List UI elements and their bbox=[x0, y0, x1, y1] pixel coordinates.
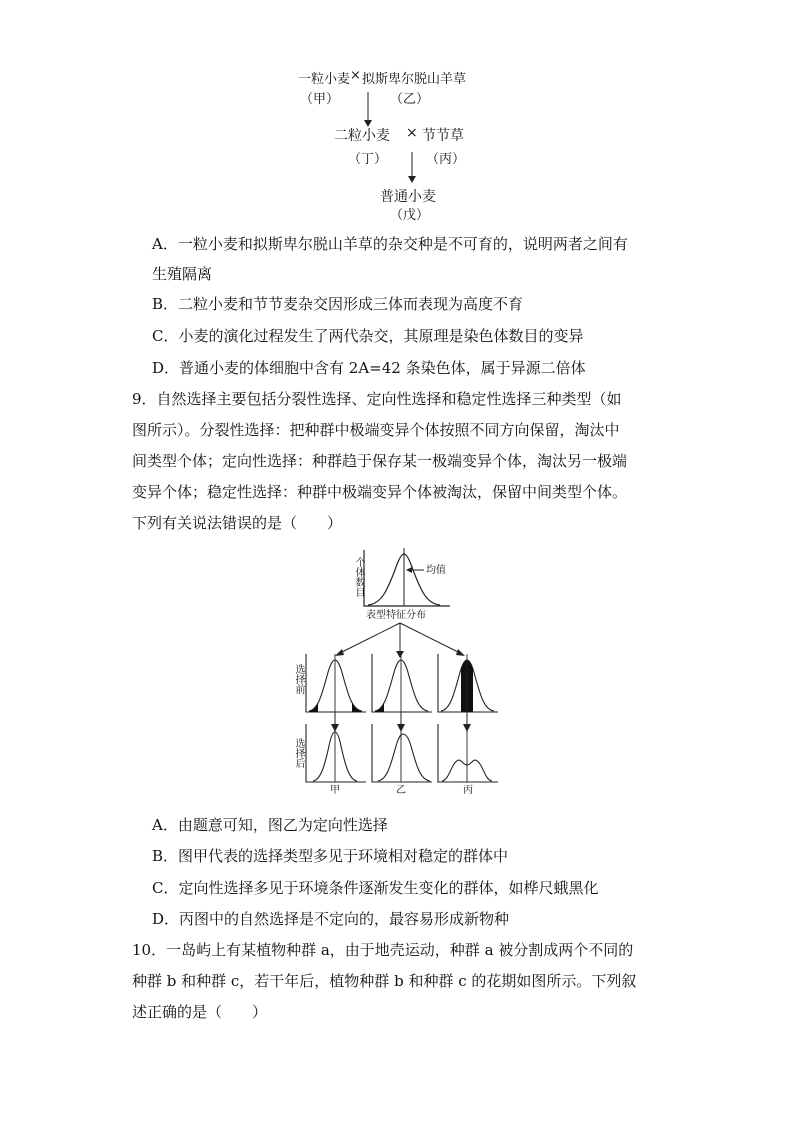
q9-stem-line2: 图所示）。分裂性选择：把种群中极端变异个体按照不同方向保留，淘汰中 bbox=[132, 421, 620, 439]
q9-stem-line4: 变异个体；稳定性选择：种群中极端变异个体被淘汰，保留中间类型个体。 bbox=[132, 483, 628, 501]
cross2-right: 节节草 bbox=[422, 128, 464, 144]
q8-option-b: B．二粒小麦和节节麦杂交因形成三体而表现为高度不育 bbox=[152, 295, 524, 313]
q10-stem-line2: 种群 b 和种群 c，若干年后，植物种群 b 和种群 c 的花期如图所示。下列叙 bbox=[132, 972, 637, 990]
q9-option-c: C．定向性选择多见于环境条件逐渐发生变化的群体，如桦尺蛾黑化 bbox=[152, 879, 599, 897]
label-yi: （乙） bbox=[390, 92, 430, 107]
before-panel-jia bbox=[304, 654, 368, 714]
q9-stem-line5: 下列有关说法错误的是（ ） bbox=[132, 514, 343, 532]
cross1-left: 一粒小麦 bbox=[298, 72, 351, 87]
q10-stem-line3: 述正确的是（ ） bbox=[132, 1003, 268, 1021]
q10-stem-line1: 10．一岛屿上有某植物种群 a，由于地壳运动，种群 a 被分割成两个不同的 bbox=[132, 941, 634, 959]
panel-label-jia: 甲 bbox=[330, 785, 340, 796]
before-panel-bing bbox=[436, 654, 500, 714]
panel-label-yi: 乙 bbox=[396, 785, 406, 796]
label-wu: （戊） bbox=[390, 208, 430, 223]
before-label: 选择前 bbox=[293, 664, 304, 694]
cross2-times: × bbox=[406, 125, 418, 141]
after-panel-yi bbox=[370, 724, 434, 784]
q8-option-a-line1: A．一粒小麦和拟斯卑尔脱山羊草的杂交种是不可育的，说明两者之间有 bbox=[152, 235, 628, 253]
after-panel-jia bbox=[304, 724, 368, 784]
top-xlabel: 表型特征分布 bbox=[366, 610, 426, 621]
mean-label: 均值 bbox=[426, 565, 446, 576]
label-ding: （丁） bbox=[348, 152, 388, 167]
q9-option-b: B．图甲代表的选择类型多见于环境相对稳定的群体中 bbox=[152, 847, 509, 865]
arrow-down-1 bbox=[362, 92, 374, 128]
after-label: 选择后 bbox=[293, 738, 304, 768]
panel-label-bing: 丙 bbox=[463, 785, 473, 796]
q9-stem-line1: 9．自然选择主要包括分裂性选择、定向性选择和稳定性选择三种类型（如 bbox=[132, 390, 622, 408]
top-distribution-plot bbox=[362, 548, 452, 610]
q8-option-c: C．小麦的演化过程发生了两代杂交，其原理是染色体数目的变异 bbox=[152, 327, 584, 345]
before-panel-yi bbox=[370, 654, 434, 714]
cross2-left: 二粒小麦 bbox=[334, 128, 390, 144]
q9-option-a: A．由题意可知，图乙为定向性选择 bbox=[152, 816, 388, 834]
arrow-down-2 bbox=[406, 152, 418, 184]
q8-option-d: D．普通小麦的体细胞中含有 2A=42 条染色体，属于异源二倍体 bbox=[152, 359, 586, 377]
q8-option-a-line2: 生殖隔离 bbox=[152, 265, 213, 283]
cross1-times: × bbox=[350, 68, 361, 83]
top-ylabel: 个体数目 bbox=[353, 557, 364, 597]
result-wheat: 普通小麦 bbox=[380, 189, 436, 205]
q9-stem-line3: 间类型个体；定向性选择：种群趋于保存某一极端变异个体，淘汰另一极端 bbox=[132, 452, 628, 470]
q9-option-d: D．丙图中的自然选择是不定向的，最容易形成新物种 bbox=[152, 910, 510, 928]
label-jia: （甲） bbox=[300, 92, 340, 107]
after-panel-bing bbox=[436, 724, 500, 784]
label-bing: （丙） bbox=[426, 152, 466, 167]
cross1-right: 拟斯卑尔脱山羊草 bbox=[362, 72, 467, 87]
